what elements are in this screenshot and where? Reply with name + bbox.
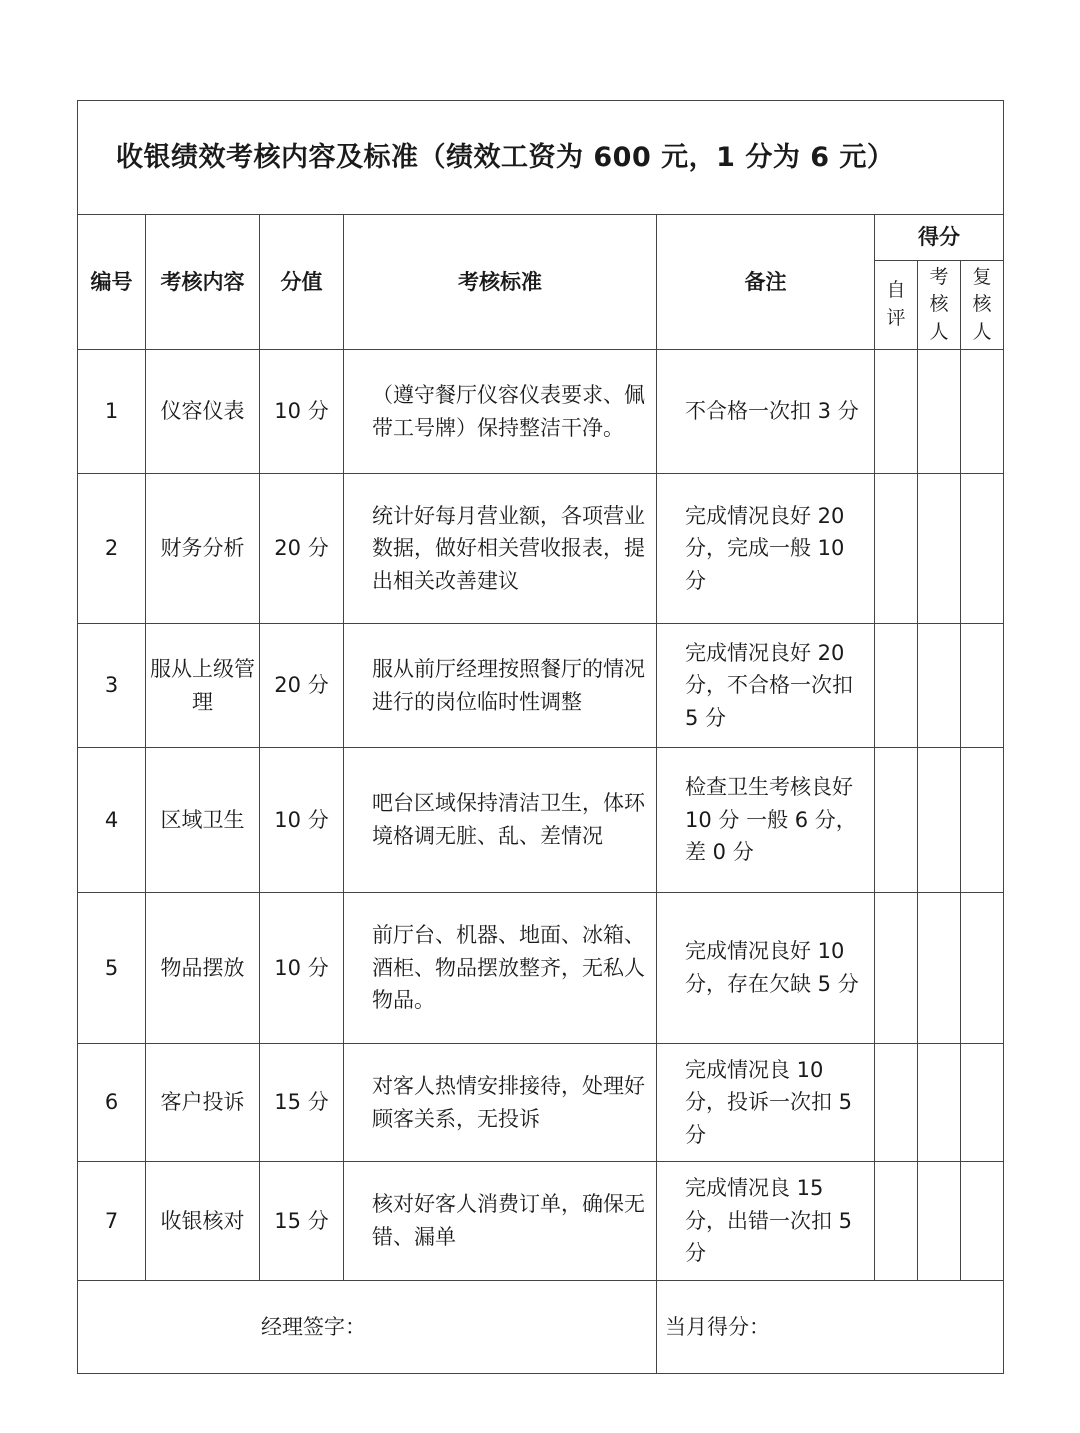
row-points: 20 分 bbox=[260, 624, 344, 748]
row-note: 不合格一次扣 3 分 bbox=[657, 350, 875, 474]
header-no: 编号 bbox=[78, 215, 146, 350]
row-note: 完成情况良 15 分，出错一次扣 5 分 bbox=[657, 1162, 875, 1281]
row-standard: 服从前厅经理按照餐厅的情况进行的岗位临时性调整 bbox=[344, 624, 657, 748]
row-standard: （遵守餐厅仪容仪表要求、佩带工号牌）保持整洁干净。 bbox=[344, 350, 657, 474]
row-note: 完成情况良好 10 分，存在欠缺 5 分 bbox=[657, 893, 875, 1044]
row-points: 15 分 bbox=[260, 1044, 344, 1162]
assessor-score-input[interactable] bbox=[918, 748, 961, 893]
row-no: 3 bbox=[78, 624, 146, 748]
reviewer-score-input[interactable] bbox=[961, 624, 1004, 748]
reviewer-score-input[interactable] bbox=[961, 1162, 1004, 1281]
header-content: 考核内容 bbox=[146, 215, 260, 350]
assessor-score-input[interactable] bbox=[918, 350, 961, 474]
row-standard: 前厅台、机器、地面、冰箱、酒柜、物品摆放整齐，无私人物品。 bbox=[344, 893, 657, 1044]
row-standard: 核对好客人消费订单，确保无错、漏单 bbox=[344, 1162, 657, 1281]
row-note: 检查卫生考核良好 10 分 一般 6 分，差 0 分 bbox=[657, 748, 875, 893]
table-row bbox=[78, 1162, 1004, 1281]
self-score-input[interactable] bbox=[875, 624, 918, 748]
self-score-input[interactable] bbox=[875, 748, 918, 893]
reviewer-score-input[interactable] bbox=[961, 748, 1004, 893]
row-note: 完成情况良好 20 分，完成一般 10 分 bbox=[657, 474, 875, 624]
row-standard: 吧台区域保持清洁卫生，体环境格调无脏、乱、差情况 bbox=[344, 748, 657, 893]
row-content: 物品摆放 bbox=[146, 893, 260, 1044]
self-score-input[interactable] bbox=[875, 350, 918, 474]
assessor-score-input[interactable] bbox=[918, 1044, 961, 1162]
row-points: 10 分 bbox=[260, 350, 344, 474]
assessor-score-input[interactable] bbox=[918, 1162, 961, 1281]
table-row bbox=[78, 893, 1004, 1044]
reviewer-score-input[interactable] bbox=[961, 350, 1004, 474]
reviewer-score-input[interactable] bbox=[961, 893, 1004, 1044]
form-title: 收银绩效考核内容及标准（绩效工资为 600 元，1 分为 6 元） bbox=[78, 101, 1004, 215]
assessor-score-input[interactable] bbox=[918, 893, 961, 1044]
self-score-input[interactable] bbox=[875, 893, 918, 1044]
row-no: 7 bbox=[78, 1162, 146, 1281]
assessor-score-input[interactable] bbox=[918, 624, 961, 748]
header-self-eval bbox=[875, 261, 918, 350]
row-standard: 统计好每月营业额，各项营业数据，做好相关营收报表，提出相关改善建议 bbox=[344, 474, 657, 624]
self-score-input[interactable] bbox=[875, 1044, 918, 1162]
header-reviewer bbox=[961, 261, 1004, 350]
self-score-input[interactable] bbox=[875, 474, 918, 624]
self-score-input[interactable] bbox=[875, 1162, 918, 1281]
row-no: 2 bbox=[78, 474, 146, 624]
assessment-table bbox=[77, 100, 1004, 1374]
header-reviewer-label: 复核人 bbox=[972, 265, 992, 343]
header-points: 分值 bbox=[260, 215, 344, 350]
row-points: 10 分 bbox=[260, 748, 344, 893]
row-points: 15 分 bbox=[260, 1162, 344, 1281]
table-row bbox=[78, 474, 1004, 624]
header-note: 备注 bbox=[657, 215, 875, 350]
reviewer-score-input[interactable] bbox=[961, 1044, 1004, 1162]
table-row bbox=[78, 624, 1004, 748]
row-note: 完成情况良 10 分，投诉一次扣 5 分 bbox=[657, 1044, 875, 1162]
row-content: 财务分析 bbox=[146, 474, 260, 624]
row-no: 6 bbox=[78, 1044, 146, 1162]
row-points: 10 分 bbox=[260, 893, 344, 1044]
header-assessor-label: 考核人 bbox=[929, 265, 949, 343]
table-row bbox=[78, 350, 1004, 474]
month-score-field[interactable]: 当月得分： bbox=[657, 1281, 1004, 1374]
assessment-form bbox=[77, 100, 1003, 1374]
table-row bbox=[78, 748, 1004, 893]
row-standard: 对客人热情安排接待，处理好顾客关系，无投诉 bbox=[344, 1044, 657, 1162]
header-standard: 考核标准 bbox=[344, 215, 657, 350]
row-content: 客户投诉 bbox=[146, 1044, 260, 1162]
reviewer-score-input[interactable] bbox=[961, 474, 1004, 624]
manager-signature-field[interactable]: 经理签字： bbox=[78, 1281, 657, 1374]
row-no: 1 bbox=[78, 350, 146, 474]
header-self-eval-label: 自评 bbox=[886, 279, 906, 329]
row-content: 仪容仪表 bbox=[146, 350, 260, 474]
row-points: 20 分 bbox=[260, 474, 344, 624]
row-content: 区域卫生 bbox=[146, 748, 260, 893]
table-row bbox=[78, 1044, 1004, 1162]
header-assessor bbox=[918, 261, 961, 350]
header-score: 得分 bbox=[875, 215, 1004, 261]
row-content: 收银核对 bbox=[146, 1162, 260, 1281]
row-content: 服从上级管理 bbox=[146, 624, 260, 748]
row-no: 4 bbox=[78, 748, 146, 893]
row-note: 完成情况良好 20 分，不合格一次扣 5 分 bbox=[657, 624, 875, 748]
row-no: 5 bbox=[78, 893, 146, 1044]
assessor-score-input[interactable] bbox=[918, 474, 961, 624]
